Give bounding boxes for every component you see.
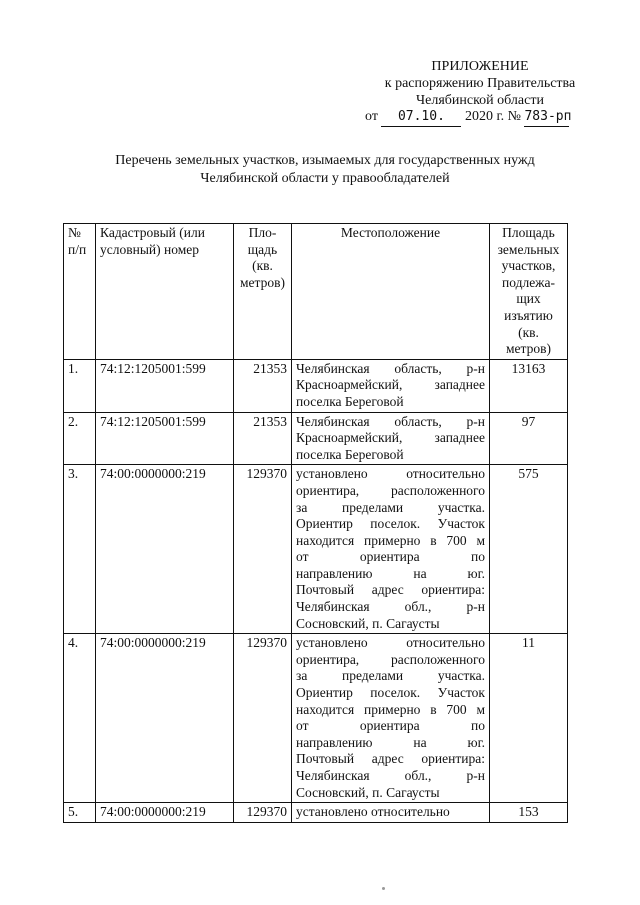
order-number-value: 783-рп — [524, 109, 572, 124]
plot-area: 129370 — [234, 465, 292, 634]
header-line: Пло- — [248, 225, 277, 240]
cadastral-number: 74:00:0000000:219 — [96, 634, 234, 803]
plot-area: 21353 — [234, 412, 292, 465]
taken-area: 13163 — [490, 359, 568, 412]
location-line: Сосновский, п. Сагаусты — [296, 784, 440, 800]
row-number: 4. — [64, 634, 96, 803]
header-line: № — [68, 225, 81, 240]
header-line: метров) — [506, 341, 551, 357]
location-line: Челябинская область, р-н — [296, 360, 485, 376]
location-line: Ориентир поселок. Участок — [296, 516, 485, 532]
appendix-title: ПРИЛОЖЕНИЕ — [431, 59, 529, 74]
row-number: 5. — [64, 803, 96, 823]
plot-location — [292, 634, 490, 803]
cadastral-number: 74:12:1205001:599 — [96, 412, 234, 465]
header-line: Площадь — [502, 225, 555, 240]
header-location — [292, 224, 490, 360]
header-line: (кв. — [518, 324, 539, 340]
header-line: Кадастровый (или — [100, 225, 205, 240]
location-line: от ориентира по — [296, 549, 485, 565]
header-line: участков, — [501, 258, 556, 274]
location-line: поселка Береговой — [296, 446, 404, 462]
table-row — [64, 412, 568, 465]
table-row — [64, 465, 568, 634]
header-line: изъятию — [504, 307, 553, 323]
taken-area: 575 — [490, 465, 568, 634]
table-row — [64, 359, 568, 412]
plot-area: 129370 — [234, 634, 292, 803]
location-line: Почтовый адрес ориентира: — [296, 582, 485, 598]
location-line: ориентира, расположенного — [296, 651, 485, 667]
location-line: Челябинская область, р-н — [296, 413, 485, 429]
location-line: направлению на юг. — [296, 734, 485, 750]
land-plots-table — [63, 223, 568, 823]
document-title — [60, 152, 590, 188]
plot-location — [292, 465, 490, 634]
header-taken-area — [490, 224, 568, 360]
location-line: установлено относительно — [296, 635, 485, 651]
header-line: земельных — [497, 241, 560, 257]
location-line: Красноармейский, западнее — [296, 377, 485, 393]
header-line: п/п — [68, 241, 87, 257]
appendix-header — [360, 58, 600, 109]
order-number-field — [524, 108, 572, 127]
header-line: подлежа- — [502, 274, 555, 290]
location-line: направлению на юг. — [296, 565, 485, 581]
row-number: 1. — [64, 359, 96, 412]
header-line: Местоположение — [340, 225, 441, 240]
cadastral-number: 74:00:0000000:219 — [96, 465, 234, 634]
plot-area: 129370 — [234, 803, 292, 823]
order-date-value: 07.10. — [397, 109, 445, 124]
from-label: от — [365, 109, 378, 124]
plot-location — [292, 803, 490, 823]
appendix-line-region: Челябинской области — [416, 93, 544, 108]
table-row — [64, 803, 568, 823]
document-title-line-1: Перечень земельных участков, изымаемых для государственных нужд — [115, 153, 535, 168]
location-line: ориентира, расположенного — [296, 482, 485, 498]
row-number: 3. — [64, 465, 96, 634]
cadastral-number: 74:12:1205001:599 — [96, 359, 234, 412]
document-title-line-2: Челябинской области у правообладателей — [200, 171, 450, 186]
taken-area: 97 — [490, 412, 568, 465]
header-num — [64, 224, 96, 360]
header-line: метров) — [240, 274, 285, 290]
location-line: установлено относительно — [296, 804, 450, 820]
order-date-field — [381, 108, 461, 127]
order-year-text: 2020 г. № — [464, 109, 521, 124]
location-line: Сосновский, п. Сагаусты — [296, 615, 440, 631]
header-cadastral — [96, 224, 234, 360]
header-area — [234, 224, 292, 360]
table-body — [64, 359, 568, 822]
location-line: Ориентир поселок. Участок — [296, 685, 485, 701]
header-line: условный) номер — [100, 241, 199, 257]
appendix-line-order: к распоряжению Правительства — [384, 76, 576, 91]
plot-area: 21353 — [234, 359, 292, 412]
table-row — [64, 634, 568, 803]
location-line: от ориентира по — [296, 718, 485, 734]
taken-area: 153 — [490, 803, 568, 823]
location-line: находится примерно в 700 м — [296, 532, 485, 548]
header-line: (кв. — [252, 258, 273, 274]
table-header-row — [64, 224, 568, 360]
location-line: Красноармейский, западнее — [296, 430, 485, 446]
order-date-line — [365, 108, 605, 127]
row-number: 2. — [64, 412, 96, 465]
location-line: за пределами участка. — [296, 668, 485, 684]
location-line: Почтовый адрес ориентира: — [296, 751, 485, 767]
location-line: установлено относительно — [296, 466, 485, 482]
location-line: поселка Береговой — [296, 393, 404, 409]
header-line: щих — [516, 291, 541, 307]
location-line: находится примерно в 700 м — [296, 701, 485, 717]
cadastral-number: 74:00:0000000:219 — [96, 803, 234, 823]
plot-location — [292, 359, 490, 412]
location-line: Челябинская обл., р-н — [296, 768, 485, 783]
scan-dot — [382, 887, 385, 890]
header-line: щадь — [247, 241, 278, 257]
location-line: Челябинская обл., р-н — [296, 599, 485, 615]
location-line: за пределами участка. — [296, 499, 485, 515]
taken-area: 11 — [490, 634, 568, 803]
plot-location — [292, 412, 490, 465]
